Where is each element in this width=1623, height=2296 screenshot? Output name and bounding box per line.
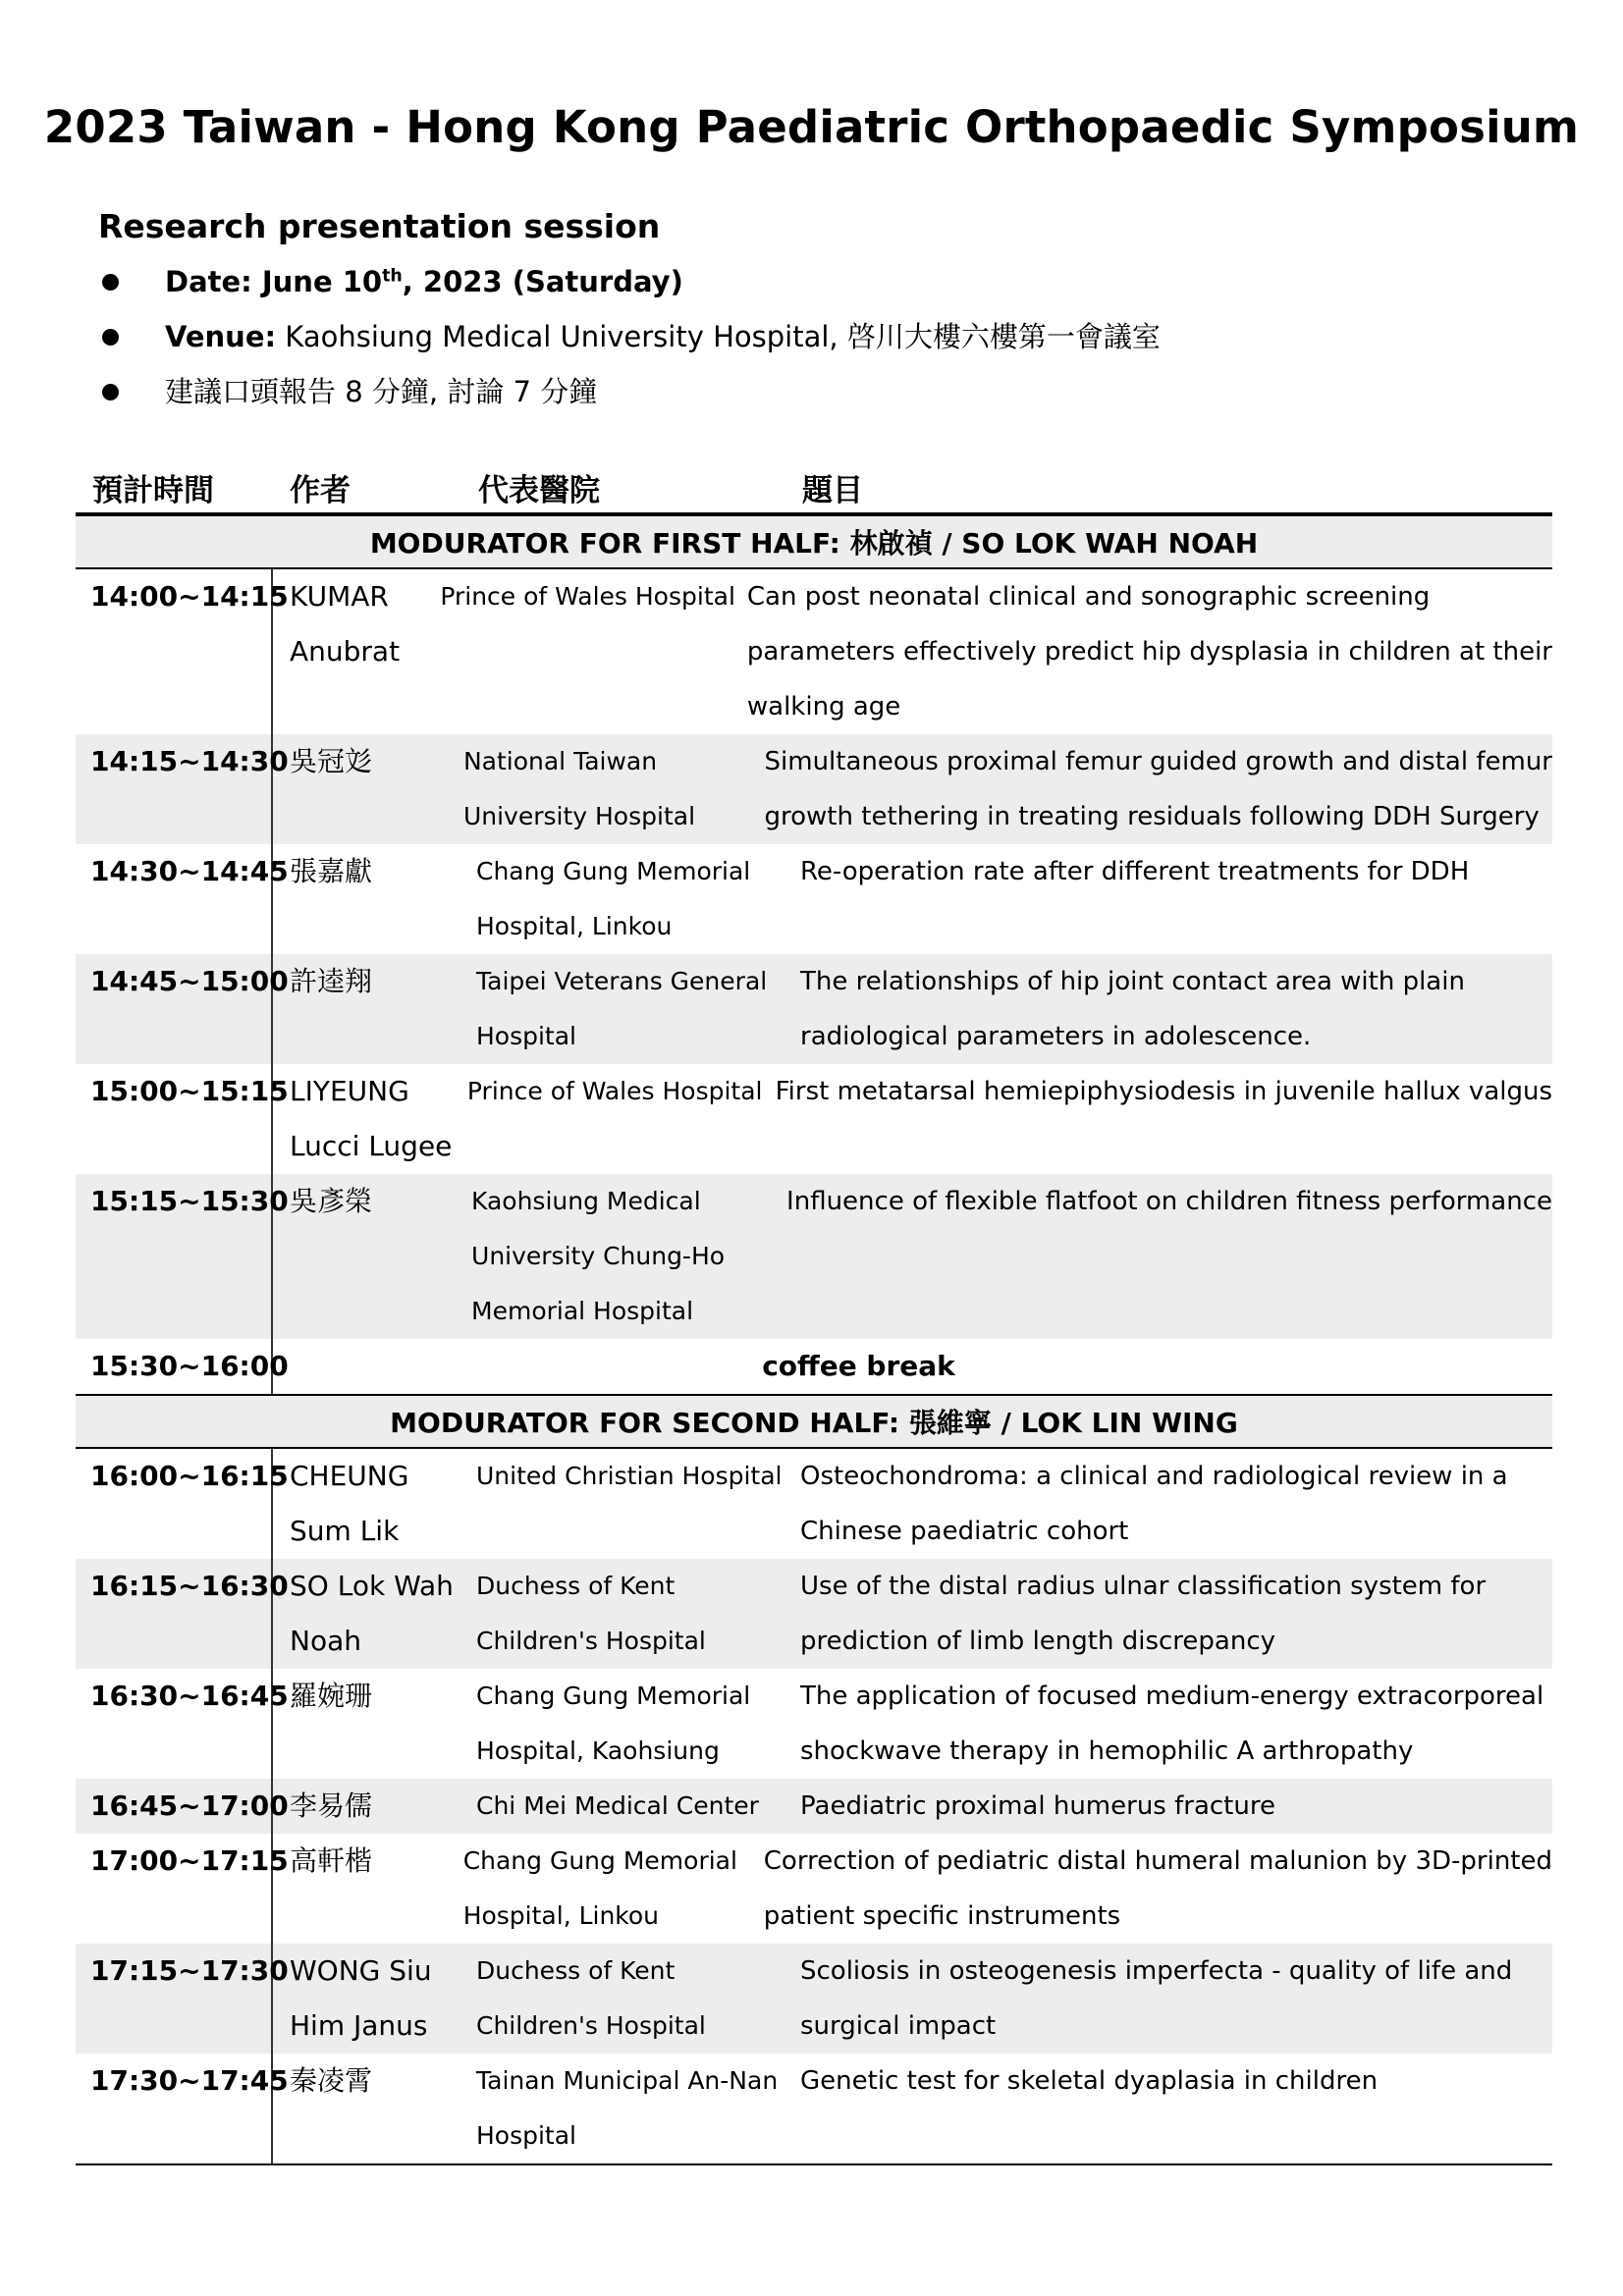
table-row (76, 734, 1552, 844)
bullet-icon (102, 329, 119, 346)
topic-cell (735, 569, 1552, 734)
schedule-table (76, 514, 1552, 2165)
topic-cell-line: Osteochondroma: a clinical and radiological review in a (800, 1462, 1508, 1491)
hospital-cell (463, 1944, 788, 2054)
hospital-cell-line: Children's Hospital (476, 2011, 706, 2040)
venue-label: Venue: (165, 320, 277, 353)
author-cell (273, 954, 463, 1064)
hospital-cell-line: Hospital (476, 2121, 577, 2150)
hospital-cell-line: Duchess of Kent (476, 1572, 676, 1600)
topic-cell-line: The relationships of hip joint contact area with plain (800, 967, 1465, 996)
author-cell (273, 1449, 463, 1559)
topic-cell (788, 1559, 1552, 1669)
topic-cell-line: First metatarsal hemiepiphysiodesis in juvenile hallux valgus (775, 1077, 1552, 1106)
topic-cell-line: Use of the distal radius ulnar classification system for (800, 1572, 1487, 1601)
header-author: 作者 (290, 473, 351, 508)
time-cell: 14:00~14:15 (76, 569, 273, 734)
table-row (76, 1559, 1552, 1669)
author-cell-line: WONG Siu (290, 1954, 432, 1987)
time-cell: 15:00~15:15 (76, 1064, 273, 1174)
author-cell-line: KUMAR (290, 580, 389, 613)
topic-cell-line: Can post neonatal clinical and sonographic screening (746, 582, 1431, 612)
topic-cell (788, 2054, 1552, 2163)
time-cell: 14:30~14:45 (76, 844, 273, 954)
table-row (76, 954, 1552, 1064)
author-cell-line: Anubrat (290, 635, 401, 667)
author-cell-line: 秦凌霄 (290, 2064, 373, 2097)
header-topic: 題目 (802, 473, 863, 508)
author-cell (273, 569, 427, 734)
author-cell-line: CHEUNG (290, 1460, 409, 1492)
table-row (76, 1064, 1552, 1174)
topic-cell-line: parameters effectively predict hip dysplasia in children at their (746, 637, 1552, 667)
header-time: 預計時間 (92, 473, 214, 508)
hospital-cell (463, 1669, 788, 1779)
topic-cell-line: Re-operation rate after different treatments for DDH (800, 857, 1470, 886)
hospital-cell-line: Memorial Hospital (471, 1297, 694, 1325)
time-cell: 14:45~15:00 (76, 954, 273, 1064)
coffee-break-row (76, 1339, 1552, 1394)
topic-cell (788, 1944, 1552, 2054)
hospital-cell (463, 844, 788, 954)
date-label: Date: June 10 (165, 265, 383, 298)
topic-cell (788, 1669, 1552, 1779)
hospital-cell-line: Taipei Veterans General (476, 967, 768, 995)
table-row (76, 1449, 1552, 1559)
date-text (165, 257, 683, 306)
author-cell (273, 1669, 463, 1779)
author-cell (273, 734, 451, 844)
hospital-cell (463, 1779, 788, 1834)
topic-cell-line: growth tethering in treating residuals following DDH Surgery (764, 802, 1540, 831)
time-cell: 17:30~17:45 (76, 2054, 273, 2163)
hospital-cell-line: Kaohsiung Medical (471, 1187, 701, 1215)
topic-cell-line: Simultaneous proximal femur guided growth and distal femur (764, 747, 1552, 776)
hospital-cell-line: University Chung-Ho (471, 1242, 726, 1270)
hospital-cell-line: United Christian Hospital (476, 1462, 783, 1490)
topic-cell (788, 1779, 1552, 1834)
topic-cell-line: radiological parameters in adolescence. (800, 1022, 1312, 1051)
author-cell-line: 高軒楷 (290, 1844, 373, 1877)
hospital-cell-line: Duchess of Kent (476, 1956, 676, 1985)
topic-cell-line: walking age (746, 692, 901, 721)
hospital-cell (455, 1064, 764, 1174)
hospital-cell-line: Chang Gung Memorial (462, 1846, 737, 1875)
table-row (76, 1779, 1552, 1834)
time-cell: 14:15~14:30 (76, 734, 273, 844)
hospital-cell (463, 954, 788, 1064)
table-row (76, 569, 1552, 734)
hospital-cell-line: Children's Hospital (476, 1627, 706, 1655)
topic-cell-line: Genetic test for skeletal dyaplasia in children (800, 2066, 1379, 2096)
author-cell-line: Sum Lik (290, 1515, 400, 1547)
header-hospital: 代表醫院 (478, 473, 600, 508)
time-cell: 16:30~16:45 (76, 1669, 273, 1779)
topic-cell-line: patient specific instruments (763, 1901, 1121, 1931)
author-cell-line: 張嘉獻 (290, 855, 373, 887)
bullet-icon (102, 274, 119, 291)
time-cell: 17:00~17:15 (76, 1834, 273, 1944)
author-cell-line: Noah (290, 1625, 361, 1657)
topic-cell (775, 1174, 1552, 1339)
author-cell (273, 1834, 451, 1944)
bullet-icon (102, 384, 119, 400)
coffee-break-label: coffee break (762, 1350, 955, 1382)
document-title: 2023 Taiwan - Hong Kong Paediatric Orthopaedic Symposium (43, 101, 1580, 153)
author-cell-line: 許逵翔 (290, 965, 373, 997)
topic-cell-line: shockwave therapy in hemophilic A arthropathy (800, 1736, 1414, 1766)
hospital-cell (451, 1834, 752, 1944)
hospital-cell (451, 734, 753, 844)
topic-cell-line: Influence of flexible flatfoot on children fitness performance (786, 1187, 1552, 1216)
table-bottom-rule (76, 2163, 1552, 2165)
author-cell-line: LIYEUNG (290, 1075, 409, 1107)
author-cell-line: Lucci Lugee (290, 1130, 453, 1162)
table-row (76, 1174, 1552, 1339)
time-cell: 15:15~15:30 (76, 1174, 273, 1339)
hospital-cell-line: Tainan Municipal An-Nan (476, 2066, 779, 2095)
venue-text (165, 312, 1161, 361)
hospital-cell (463, 2054, 788, 2163)
author-cell (273, 1559, 463, 1669)
author-cell (273, 1174, 459, 1339)
hospital-cell-line: Hospital, Linkou (462, 1901, 660, 1930)
author-cell (273, 1944, 463, 2054)
hospital-cell-line: Prince of Wales Hospital (440, 582, 735, 611)
topic-cell (764, 1064, 1552, 1174)
date-superscript: th (382, 266, 403, 287)
table-row (76, 2054, 1552, 2163)
topic-cell-line: Paediatric proximal humerus fracture (800, 1791, 1275, 1821)
topic-cell (752, 1834, 1552, 1944)
topic-cell (788, 954, 1552, 1064)
time-cell: 17:15~17:30 (76, 1944, 273, 2054)
hospital-cell-line: Chang Gung Memorial (476, 857, 751, 885)
author-cell-line: 羅婉珊 (290, 1680, 373, 1712)
author-cell-line: 李易儒 (290, 1789, 373, 1822)
hospital-cell-line: National Taiwan (462, 747, 658, 775)
time-cell: 15:30~16:00 (76, 1339, 273, 1394)
time-cell: 16:15~16:30 (76, 1559, 273, 1669)
session-title: Research presentation session (98, 207, 661, 245)
hospital-cell-line: Hospital (476, 1022, 577, 1050)
timing-note: 建議口頭報告 8 分鐘, 討論 7 分鐘 (165, 375, 598, 408)
moderator-row: MODURATOR FOR FIRST HALF: 林啟禎 / SO LOK WAH NOAH (76, 514, 1552, 569)
table-header (76, 461, 1552, 514)
venue-value: Kaohsiung Medical University Hospital, 啓川大樓六樓第一會議室 (276, 320, 1161, 353)
author-cell (273, 2054, 463, 2163)
hospital-cell-line: Prince of Wales Hospital (466, 1077, 763, 1105)
topic-cell-line: surgical impact (800, 2011, 997, 2041)
table-row (76, 1834, 1552, 1944)
topic-cell (788, 1449, 1552, 1559)
table-row (76, 1944, 1552, 2054)
hospital-cell-line: University Hospital (462, 802, 696, 830)
topic-cell-line: prediction of limb length discrepancy (800, 1627, 1275, 1656)
author-cell (273, 844, 463, 954)
topic-cell (753, 734, 1552, 844)
moderator-row: MODURATOR FOR SECOND HALF: 張維寧 / LOK LIN WING (76, 1394, 1552, 1449)
hospital-cell-line: Chi Mei Medical Center (476, 1791, 759, 1820)
hospital-cell (463, 1559, 788, 1669)
topic-cell-line: Correction of pediatric distal humeral malunion by 3D-printed (763, 1846, 1552, 1876)
table-row (76, 1669, 1552, 1779)
hospital-cell (459, 1174, 775, 1339)
hospital-cell (463, 1449, 788, 1559)
author-cell-line: 吳彥榮 (290, 1185, 373, 1217)
author-cell-line: Him Janus (290, 2009, 428, 2042)
hospital-cell-line: Chang Gung Memorial (476, 1682, 751, 1710)
topic-cell-line: The application of focused medium-energy extracorporeal (800, 1682, 1544, 1711)
table-row (76, 844, 1552, 954)
hospital-cell-line: Hospital, Kaohsiung (476, 1736, 720, 1765)
time-cell: 16:45~17:00 (76, 1779, 273, 1834)
hospital-cell-line: Hospital, Linkou (476, 912, 673, 940)
author-cell (273, 1064, 455, 1174)
time-cell: 16:00~16:15 (76, 1449, 273, 1559)
author-cell-line: SO Lok Wah (290, 1570, 454, 1602)
topic-cell-line: Scoliosis in osteogenesis imperfecta - quality of life and (800, 1956, 1513, 1986)
hospital-cell (427, 569, 735, 734)
date-rest: , 2023 (Saturday) (402, 265, 683, 298)
author-cell (273, 1779, 463, 1834)
author-cell-line: 吳冠彣 (290, 745, 373, 777)
topic-cell-line: Chinese paediatric cohort (800, 1517, 1129, 1546)
topic-cell (788, 844, 1552, 954)
